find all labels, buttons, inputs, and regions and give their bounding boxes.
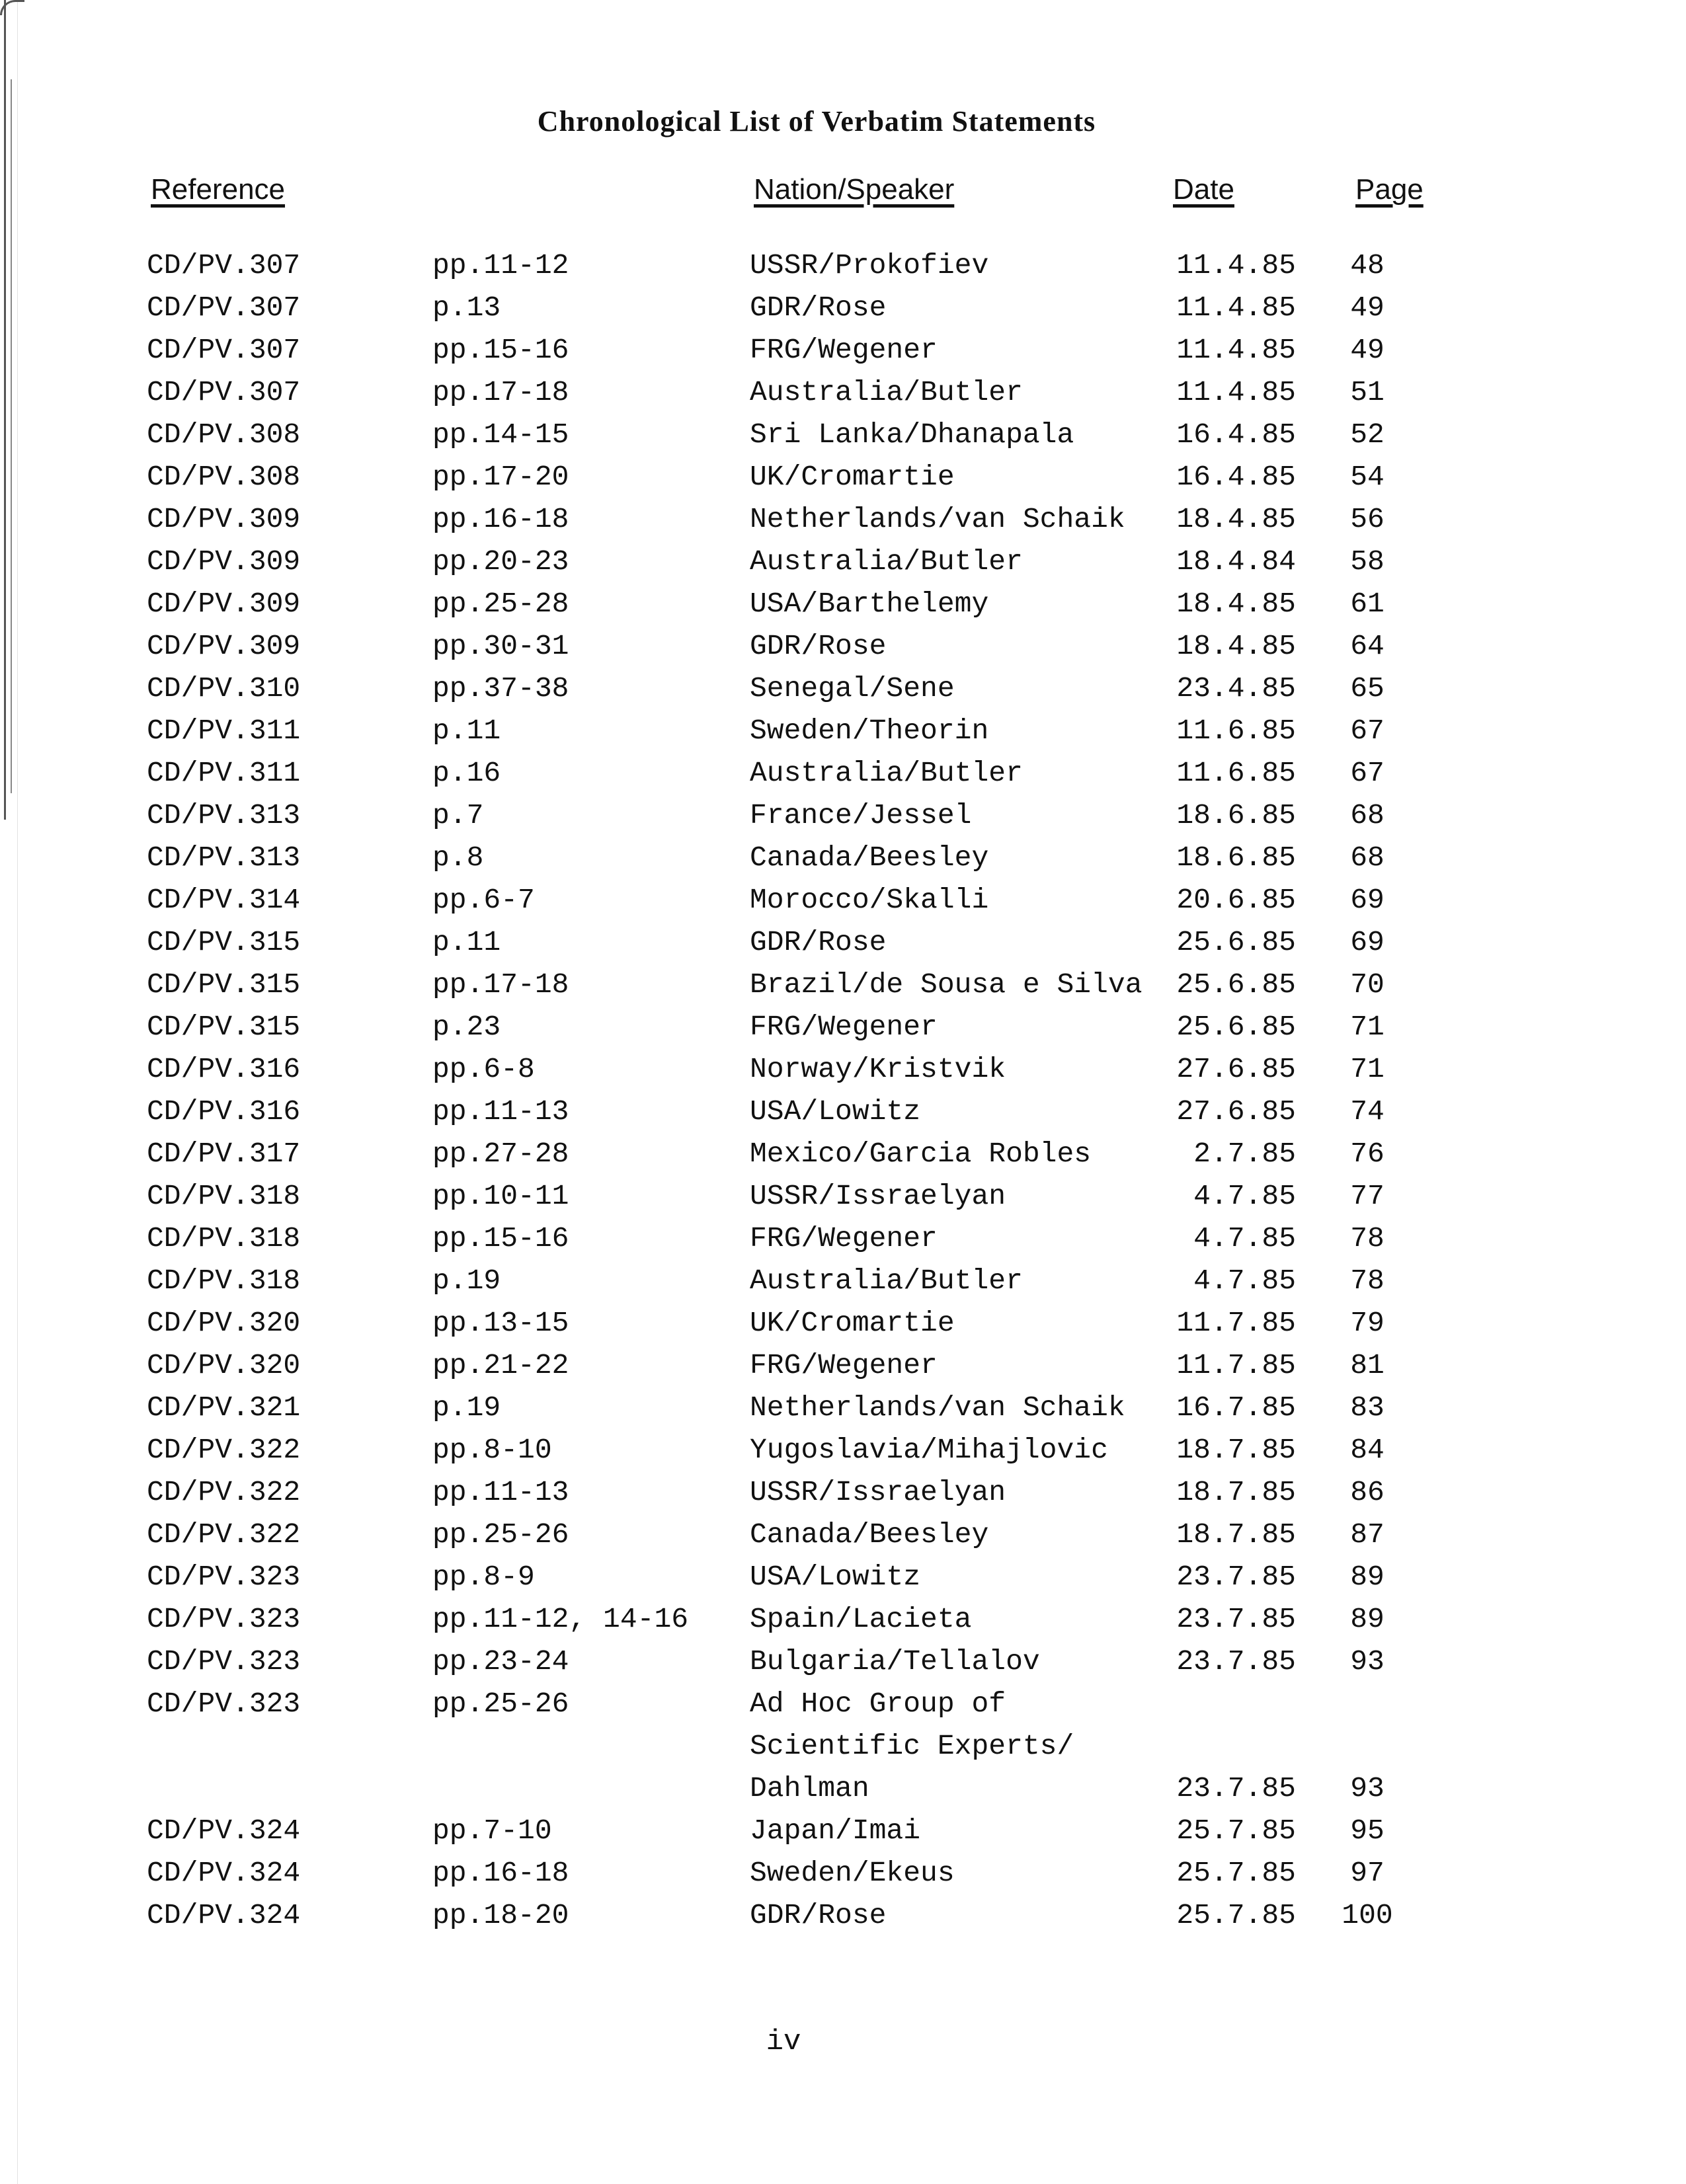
nation-speaker-cell: USA/Lowitz xyxy=(750,1095,921,1128)
page-range-cell: pp.6-8 xyxy=(432,1053,535,1085)
page-cell: 49 xyxy=(1350,292,1385,324)
reference-cell: CD/PV.322 xyxy=(147,1518,301,1551)
nation-speaker-cell: Australia/Butler xyxy=(750,1265,1023,1297)
table-row xyxy=(0,1345,1686,1387)
nation-speaker-cell: Senegal/Sene xyxy=(750,672,955,705)
date-cell: 18.7.85 xyxy=(1176,1518,1296,1551)
table-row xyxy=(0,668,1686,710)
nation-speaker-cell: Japan/Imai xyxy=(750,1814,921,1847)
page-cell: 89 xyxy=(1350,1603,1385,1635)
date-cell: 4.7.85 xyxy=(1193,1222,1296,1255)
reference-cell: CD/PV.316 xyxy=(147,1053,301,1085)
date-cell: 25.6.85 xyxy=(1176,926,1296,958)
page-cell: 69 xyxy=(1350,884,1385,916)
nation-speaker-cell: Morocco/Skalli xyxy=(750,884,989,916)
table-row xyxy=(0,1175,1686,1218)
table-row xyxy=(0,1471,1686,1514)
page-range-cell: pp.25-28 xyxy=(432,588,569,620)
page-cell: 93 xyxy=(1350,1645,1385,1678)
page-range-cell: p.23 xyxy=(432,1011,501,1043)
page-cell: 95 xyxy=(1350,1814,1385,1847)
nation-speaker-cell: Brazil/de Sousa e Silva xyxy=(750,968,1143,1001)
page-range-cell: pp.15-16 xyxy=(432,334,569,366)
page-cell: 49 xyxy=(1350,334,1385,366)
reference-cell: CD/PV.322 xyxy=(147,1476,301,1508)
page-cell: 93 xyxy=(1350,1772,1385,1805)
page-range-cell: pp.18-20 xyxy=(432,1899,569,1931)
column-header-nation-speaker: Nation/Speaker xyxy=(754,173,955,206)
nation-speaker-cell: France/Jessel xyxy=(750,799,972,832)
reference-cell: CD/PV.309 xyxy=(147,588,301,620)
page-range-cell: pp.17-18 xyxy=(432,968,569,1001)
page-cell: 64 xyxy=(1350,630,1385,662)
column-header-date: Date xyxy=(1173,173,1234,206)
date-cell: 25.7.85 xyxy=(1176,1814,1296,1847)
page-range-cell: pp.17-20 xyxy=(432,461,569,493)
date-cell: 16.4.85 xyxy=(1176,461,1296,493)
date-cell: 18.7.85 xyxy=(1176,1434,1296,1466)
nation-speaker-cell: Spain/Lacieta xyxy=(750,1603,972,1635)
page-cell: 71 xyxy=(1350,1011,1385,1043)
page-range-cell: p.8 xyxy=(432,841,484,874)
nation-speaker-cell: Australia/Butler xyxy=(750,376,1023,409)
reference-cell: CD/PV.324 xyxy=(147,1857,301,1889)
date-cell: 11.7.85 xyxy=(1176,1307,1296,1339)
page-cell: 48 xyxy=(1350,249,1385,282)
date-cell: 20.6.85 xyxy=(1176,884,1296,916)
reference-cell: CD/PV.318 xyxy=(147,1222,301,1255)
date-cell: 25.6.85 xyxy=(1176,1011,1296,1043)
date-cell: 11.4.85 xyxy=(1176,249,1296,282)
table-row xyxy=(0,1387,1686,1429)
table-row xyxy=(0,1091,1686,1133)
reference-cell: CD/PV.323 xyxy=(147,1645,301,1678)
page-number: iv xyxy=(766,2025,801,2058)
page-cell: 52 xyxy=(1350,418,1385,451)
date-cell: 18.4.85 xyxy=(1176,630,1296,662)
page-range-cell: pp.27-28 xyxy=(432,1138,569,1170)
nation-speaker-cell: Ad Hoc Group of xyxy=(750,1688,1006,1720)
page-range-cell: pp.7-10 xyxy=(432,1814,552,1847)
date-cell: 18.6.85 xyxy=(1176,841,1296,874)
page-range-cell: pp.21-22 xyxy=(432,1349,569,1382)
table-row xyxy=(0,710,1686,752)
page-range-cell: p.11 xyxy=(432,715,501,747)
reference-cell: CD/PV.313 xyxy=(147,799,301,832)
table-row xyxy=(0,329,1686,371)
nation-speaker-cell: Canada/Beesley xyxy=(750,1518,989,1551)
page-range-cell: pp.17-18 xyxy=(432,376,569,409)
table-row xyxy=(0,456,1686,498)
reference-cell: CD/PV.309 xyxy=(147,630,301,662)
table-row xyxy=(0,879,1686,921)
page-cell: 74 xyxy=(1350,1095,1385,1128)
page-cell: 100 xyxy=(1342,1899,1393,1931)
table-row xyxy=(0,1556,1686,1598)
page-cell: 87 xyxy=(1350,1518,1385,1551)
nation-speaker-cell: Dahlman xyxy=(750,1772,869,1805)
reference-cell: CD/PV.311 xyxy=(147,715,301,747)
date-cell: 11.4.85 xyxy=(1176,376,1296,409)
date-cell: 18.7.85 xyxy=(1176,1476,1296,1508)
date-cell: 23.7.85 xyxy=(1176,1645,1296,1678)
table-row xyxy=(0,1302,1686,1345)
page-range-cell: pp.25-26 xyxy=(432,1518,569,1551)
date-cell: 4.7.85 xyxy=(1193,1180,1296,1212)
date-cell: 11.6.85 xyxy=(1176,715,1296,747)
table-row xyxy=(0,1006,1686,1048)
date-cell: 27.6.85 xyxy=(1176,1053,1296,1085)
table-row xyxy=(0,1852,1686,1894)
date-cell: 18.6.85 xyxy=(1176,799,1296,832)
page-cell: 86 xyxy=(1350,1476,1385,1508)
date-cell: 11.7.85 xyxy=(1176,1349,1296,1382)
table-row xyxy=(0,1514,1686,1556)
page-cell: 71 xyxy=(1350,1053,1385,1085)
date-cell: 16.4.85 xyxy=(1176,418,1296,451)
table-row xyxy=(0,1810,1686,1852)
nation-speaker-cell: Netherlands/van Schaik xyxy=(750,1391,1125,1424)
page-range-cell: pp.11-12, 14-16 xyxy=(432,1603,689,1635)
table-row xyxy=(0,287,1686,329)
page-cell: 78 xyxy=(1350,1265,1385,1297)
date-cell: 23.7.85 xyxy=(1176,1772,1296,1805)
table-row xyxy=(0,1641,1686,1683)
date-cell: 4.7.85 xyxy=(1193,1265,1296,1297)
table-row xyxy=(0,1894,1686,1937)
page-cell: 84 xyxy=(1350,1434,1385,1466)
date-cell: 11.4.85 xyxy=(1176,292,1296,324)
page-cell: 68 xyxy=(1350,799,1385,832)
page-cell: 58 xyxy=(1350,545,1385,578)
page-title: Chronological List of Verbatim Statements xyxy=(537,105,1096,137)
page-range-cell: pp.11-13 xyxy=(432,1476,569,1508)
page-range-cell: p.19 xyxy=(432,1391,501,1424)
reference-cell: CD/PV.323 xyxy=(147,1603,301,1635)
date-cell: 11.6.85 xyxy=(1176,757,1296,789)
page-range-cell: pp.16-18 xyxy=(432,503,569,535)
reference-cell: CD/PV.323 xyxy=(147,1561,301,1593)
page-range-cell: pp.10-11 xyxy=(432,1180,569,1212)
page-cell: 61 xyxy=(1350,588,1385,620)
table-row xyxy=(0,795,1686,837)
nation-speaker-cell: Mexico/Garcia Robles xyxy=(750,1138,1092,1170)
reference-cell: CD/PV.307 xyxy=(147,334,301,366)
reference-cell: CD/PV.307 xyxy=(147,292,301,324)
nation-speaker-cell: Australia/Butler xyxy=(750,757,1023,789)
page-range-cell: pp.11-13 xyxy=(432,1095,569,1128)
table-row xyxy=(0,752,1686,795)
date-cell: 27.6.85 xyxy=(1176,1095,1296,1128)
reference-cell: CD/PV.317 xyxy=(147,1138,301,1170)
table-row xyxy=(0,1598,1686,1641)
reference-cell: CD/PV.323 xyxy=(147,1688,301,1720)
nation-speaker-cell: FRG/Wegener xyxy=(750,1222,938,1255)
column-header-reference: Reference xyxy=(151,173,286,206)
page-range-cell: pp.23-24 xyxy=(432,1645,569,1678)
nation-speaker-cell: USSR/Issraelyan xyxy=(750,1476,1006,1508)
table-row xyxy=(0,1683,1686,1725)
page-range-cell: pp.25-26 xyxy=(432,1688,569,1720)
nation-speaker-cell: Sweden/Ekeus xyxy=(750,1857,955,1889)
table-row xyxy=(0,1133,1686,1175)
page-range-cell: pp.13-15 xyxy=(432,1307,569,1339)
reference-cell: CD/PV.314 xyxy=(147,884,301,916)
nation-speaker-cell: GDR/Rose xyxy=(750,630,887,662)
reference-cell: CD/PV.307 xyxy=(147,376,301,409)
table-row xyxy=(0,1768,1686,1810)
nation-speaker-cell: Australia/Butler xyxy=(750,545,1023,578)
reference-cell: CD/PV.321 xyxy=(147,1391,301,1424)
reference-cell: CD/PV.309 xyxy=(147,503,301,535)
nation-speaker-cell: FRG/Wegener xyxy=(750,334,938,366)
page-cell: 69 xyxy=(1350,926,1385,958)
page-range-cell: p.7 xyxy=(432,799,484,832)
nation-speaker-cell: FRG/Wegener xyxy=(750,1349,938,1382)
page-range-cell: pp.14-15 xyxy=(432,418,569,451)
page-cell: 77 xyxy=(1350,1180,1385,1212)
nation-speaker-cell: Bulgaria/Tellalov xyxy=(750,1645,1040,1678)
date-cell: 25.6.85 xyxy=(1176,968,1296,1001)
page-range-cell: p.19 xyxy=(432,1265,501,1297)
nation-speaker-cell: UK/Cromartie xyxy=(750,1307,955,1339)
table-row xyxy=(0,1218,1686,1260)
reference-cell: CD/PV.315 xyxy=(147,968,301,1001)
page-range-cell: pp.6-7 xyxy=(432,884,535,916)
table-row xyxy=(0,921,1686,964)
table-row xyxy=(0,1725,1686,1768)
page-range-cell: p.11 xyxy=(432,926,501,958)
page-range-cell: pp.15-16 xyxy=(432,1222,569,1255)
reference-cell: CD/PV.324 xyxy=(147,1814,301,1847)
nation-speaker-cell: USA/Barthelemy xyxy=(750,588,989,620)
page-range-cell: pp.20-23 xyxy=(432,545,569,578)
nation-speaker-cell: GDR/Rose xyxy=(750,1899,887,1931)
reference-cell: CD/PV.316 xyxy=(147,1095,301,1128)
reference-cell: CD/PV.315 xyxy=(147,1011,301,1043)
page-cell: 51 xyxy=(1350,376,1385,409)
page-cell: 97 xyxy=(1350,1857,1385,1889)
reference-cell: CD/PV.320 xyxy=(147,1307,301,1339)
table-row xyxy=(0,245,1686,287)
reference-cell: CD/PV.311 xyxy=(147,757,301,789)
nation-speaker-cell: UK/Cromartie xyxy=(750,461,955,493)
reference-cell: CD/PV.318 xyxy=(147,1265,301,1297)
reference-cell: CD/PV.318 xyxy=(147,1180,301,1212)
nation-speaker-cell: GDR/Rose xyxy=(750,926,887,958)
page-cell: 76 xyxy=(1350,1138,1385,1170)
nation-speaker-cell: Sweden/Theorin xyxy=(750,715,989,747)
table-row xyxy=(0,583,1686,625)
reference-cell: CD/PV.322 xyxy=(147,1434,301,1466)
nation-speaker-cell: Scientific Experts/ xyxy=(750,1730,1074,1762)
page-cell: 79 xyxy=(1350,1307,1385,1339)
reference-cell: CD/PV.310 xyxy=(147,672,301,705)
nation-speaker-cell: GDR/Rose xyxy=(750,292,887,324)
date-cell: 11.4.85 xyxy=(1176,334,1296,366)
table-row xyxy=(0,1260,1686,1302)
nation-speaker-cell: Canada/Beesley xyxy=(750,841,989,874)
date-cell: 25.7.85 xyxy=(1176,1899,1296,1931)
table-row xyxy=(0,1429,1686,1471)
nation-speaker-cell: Netherlands/van Schaik xyxy=(750,503,1125,535)
table-row xyxy=(0,837,1686,879)
date-cell: 18.4.84 xyxy=(1176,545,1296,578)
page-range-cell: pp.8-10 xyxy=(432,1434,552,1466)
page-cell: 70 xyxy=(1350,968,1385,1001)
nation-speaker-cell: FRG/Wegener xyxy=(750,1011,938,1043)
date-cell: 18.4.85 xyxy=(1176,588,1296,620)
reference-cell: CD/PV.315 xyxy=(147,926,301,958)
page-range-cell: p.16 xyxy=(432,757,501,789)
date-cell: 2.7.85 xyxy=(1193,1138,1296,1170)
page-cell: 78 xyxy=(1350,1222,1385,1255)
reference-cell: CD/PV.308 xyxy=(147,461,301,493)
page-range-cell: pp.30-31 xyxy=(432,630,569,662)
page-cell: 54 xyxy=(1350,461,1385,493)
page-range-cell: pp.8-9 xyxy=(432,1561,535,1593)
page-cell: 89 xyxy=(1350,1561,1385,1593)
page-cell: 83 xyxy=(1350,1391,1385,1424)
page-cell: 81 xyxy=(1350,1349,1385,1382)
table-row xyxy=(0,541,1686,583)
page-cell: 56 xyxy=(1350,503,1385,535)
column-header-page: Page xyxy=(1355,173,1424,206)
page-cell: 65 xyxy=(1350,672,1385,705)
reference-cell: CD/PV.313 xyxy=(147,841,301,874)
page-cell: 67 xyxy=(1350,715,1385,747)
page-range-cell: pp.11-12 xyxy=(432,249,569,282)
reference-cell: CD/PV.324 xyxy=(147,1899,301,1931)
reference-cell: CD/PV.320 xyxy=(147,1349,301,1382)
reference-cell: CD/PV.307 xyxy=(147,249,301,282)
page-cell: 68 xyxy=(1350,841,1385,874)
table-row xyxy=(0,1048,1686,1091)
date-cell: 23.7.85 xyxy=(1176,1603,1296,1635)
nation-speaker-cell: USSR/Prokofiev xyxy=(750,249,989,282)
reference-cell: CD/PV.309 xyxy=(147,545,301,578)
table-row xyxy=(0,414,1686,456)
date-cell: 25.7.85 xyxy=(1176,1857,1296,1889)
page-range-cell: pp.16-18 xyxy=(432,1857,569,1889)
date-cell: 18.4.85 xyxy=(1176,503,1296,535)
nation-speaker-cell: Norway/Kristvik xyxy=(750,1053,1006,1085)
nation-speaker-cell: USA/Lowitz xyxy=(750,1561,921,1593)
nation-speaker-cell: Sri Lanka/Dhanapala xyxy=(750,418,1074,451)
date-cell: 16.7.85 xyxy=(1176,1391,1296,1424)
table-row xyxy=(0,498,1686,541)
date-cell: 23.4.85 xyxy=(1176,672,1296,705)
page-range-cell: p.13 xyxy=(432,292,501,324)
page-range-cell: pp.37-38 xyxy=(432,672,569,705)
nation-speaker-cell: USSR/Issraelyan xyxy=(750,1180,1006,1212)
reference-cell: CD/PV.308 xyxy=(147,418,301,451)
nation-speaker-cell: Yugoslavia/Mihajlovic xyxy=(750,1434,1108,1466)
table-row xyxy=(0,625,1686,668)
date-cell: 23.7.85 xyxy=(1176,1561,1296,1593)
table-row xyxy=(0,964,1686,1006)
table-row xyxy=(0,371,1686,414)
page-cell: 67 xyxy=(1350,757,1385,789)
